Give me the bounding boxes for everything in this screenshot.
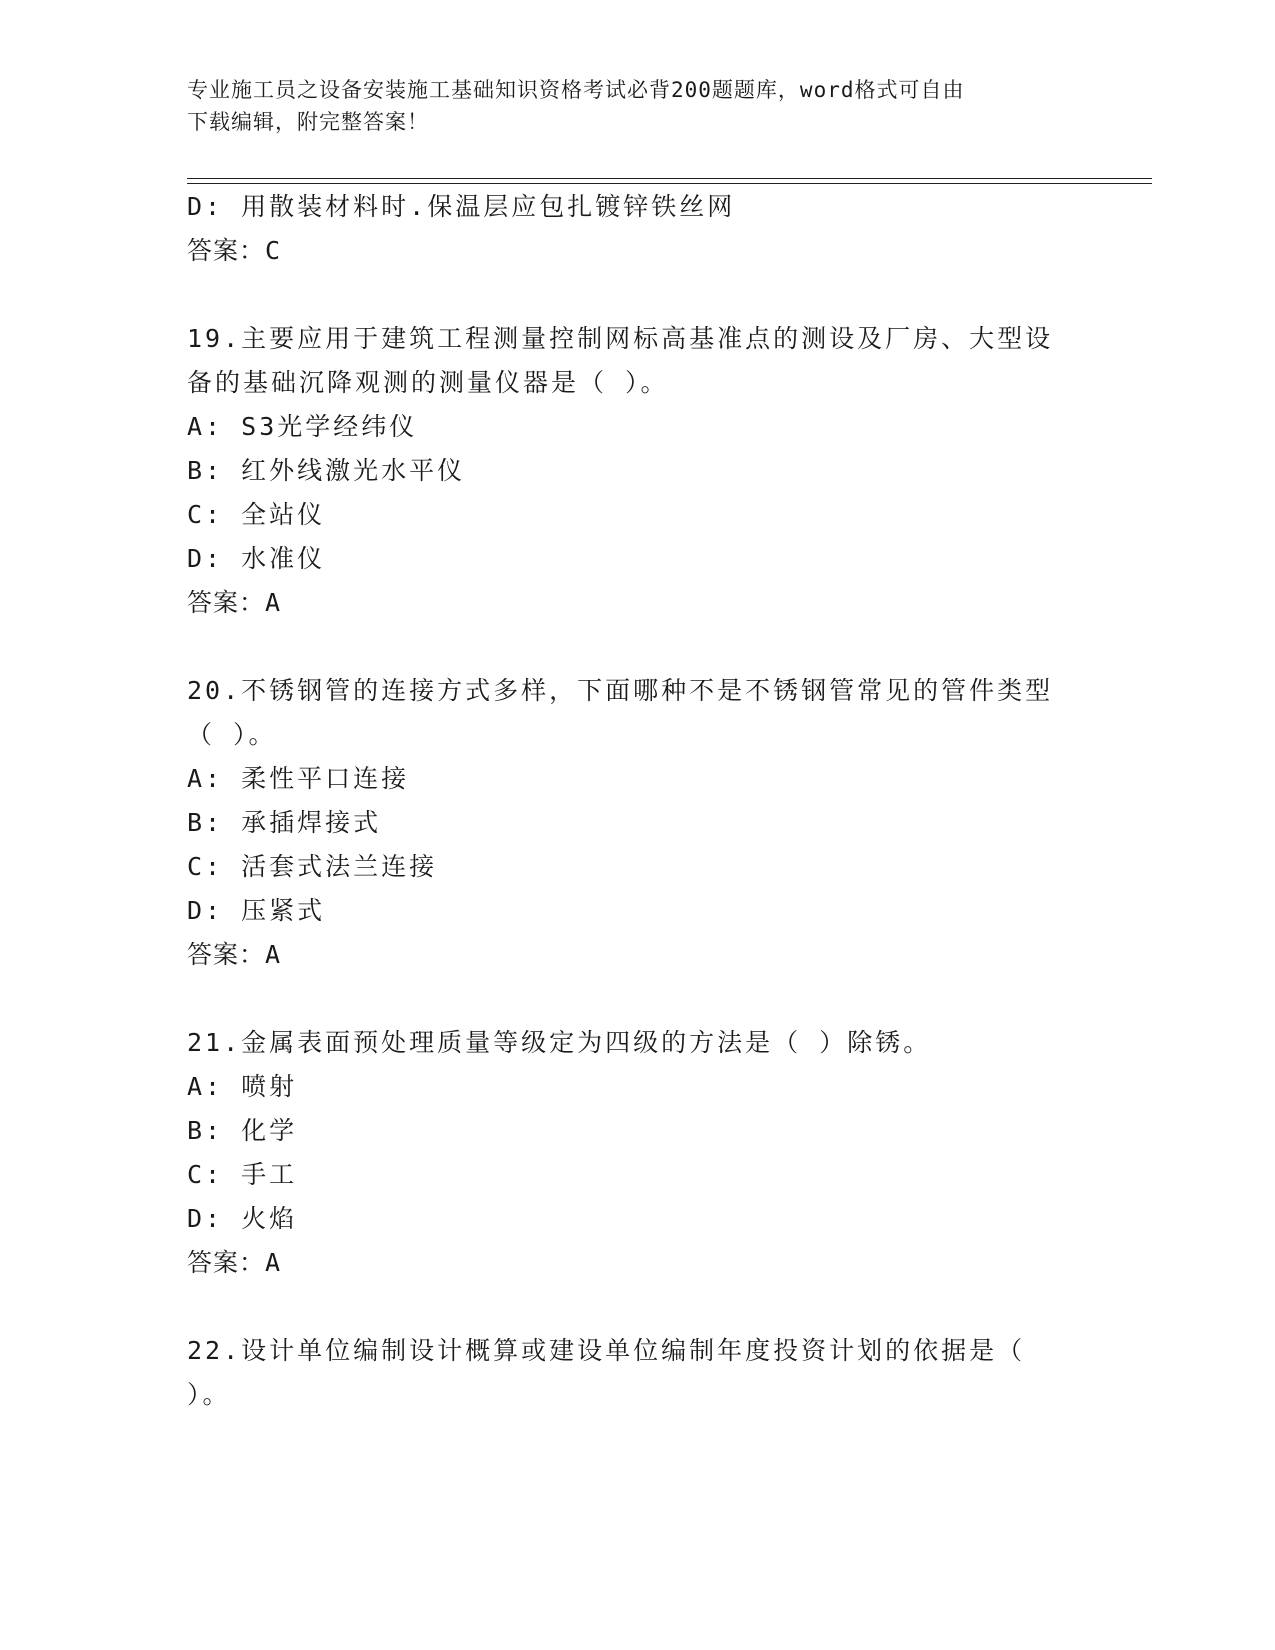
- header-rule-bottom: [187, 183, 1152, 184]
- question-22-line-1: 22.设计单位编制设计概算或建设单位编制年度投资计划的依据是（: [187, 1336, 1026, 1365]
- question-20-line-2: （ ）。: [187, 720, 277, 749]
- question-22-line-2: ）。: [187, 1380, 231, 1409]
- option-19-a: A: S3光学经纬仪: [187, 412, 418, 441]
- option-21-c: C: 手工: [187, 1160, 298, 1189]
- option-20-c: C: 活套式法兰连接: [187, 852, 438, 881]
- option-21-d: D: 火焰: [187, 1204, 298, 1233]
- option-18-d: D: 用散装材料时.保温层应包扎镀锌铁丝网: [187, 192, 736, 221]
- header-line-2: 下载编辑，附完整答案！: [187, 110, 429, 134]
- option-20-b: B: 承插焊接式: [187, 808, 382, 837]
- option-20-a: A: 柔性平口连接: [187, 764, 410, 793]
- answer-21: 答案：A: [187, 1248, 282, 1277]
- document-header: [187, 74, 1087, 138]
- answer-19: 答案：A: [187, 588, 282, 617]
- header-line-1: 专业施工员之设备安装施工基础知识资格考试必背200题题库，word格式可自由: [187, 78, 965, 102]
- question-19-line-2: 备的基础沉降观测的测量仪器是（ ）。: [187, 368, 669, 397]
- option-19-b: B: 红外线激光水平仪: [187, 456, 466, 485]
- answer-18: 答案：C: [187, 236, 282, 265]
- option-19-d: D: 水准仪: [187, 544, 326, 573]
- question-20-line-1: 20.不锈钢管的连接方式多样，下面哪种不是不锈钢管常见的管件类型: [187, 676, 1054, 705]
- question-21: 21.金属表面预处理质量等级定为四级的方法是（ ）除锈。: [187, 1028, 932, 1057]
- option-21-a: A: 喷射: [187, 1072, 298, 1101]
- answer-20: 答案：A: [187, 940, 282, 969]
- option-21-b: B: 化学: [187, 1116, 298, 1145]
- option-19-c: C: 全站仪: [187, 500, 326, 529]
- header-rule-top: [187, 178, 1152, 179]
- option-20-d: D: 压紧式: [187, 896, 326, 925]
- question-19-line-1: 19.主要应用于建筑工程测量控制网标高基准点的测设及厂房、大型设: [187, 324, 1054, 353]
